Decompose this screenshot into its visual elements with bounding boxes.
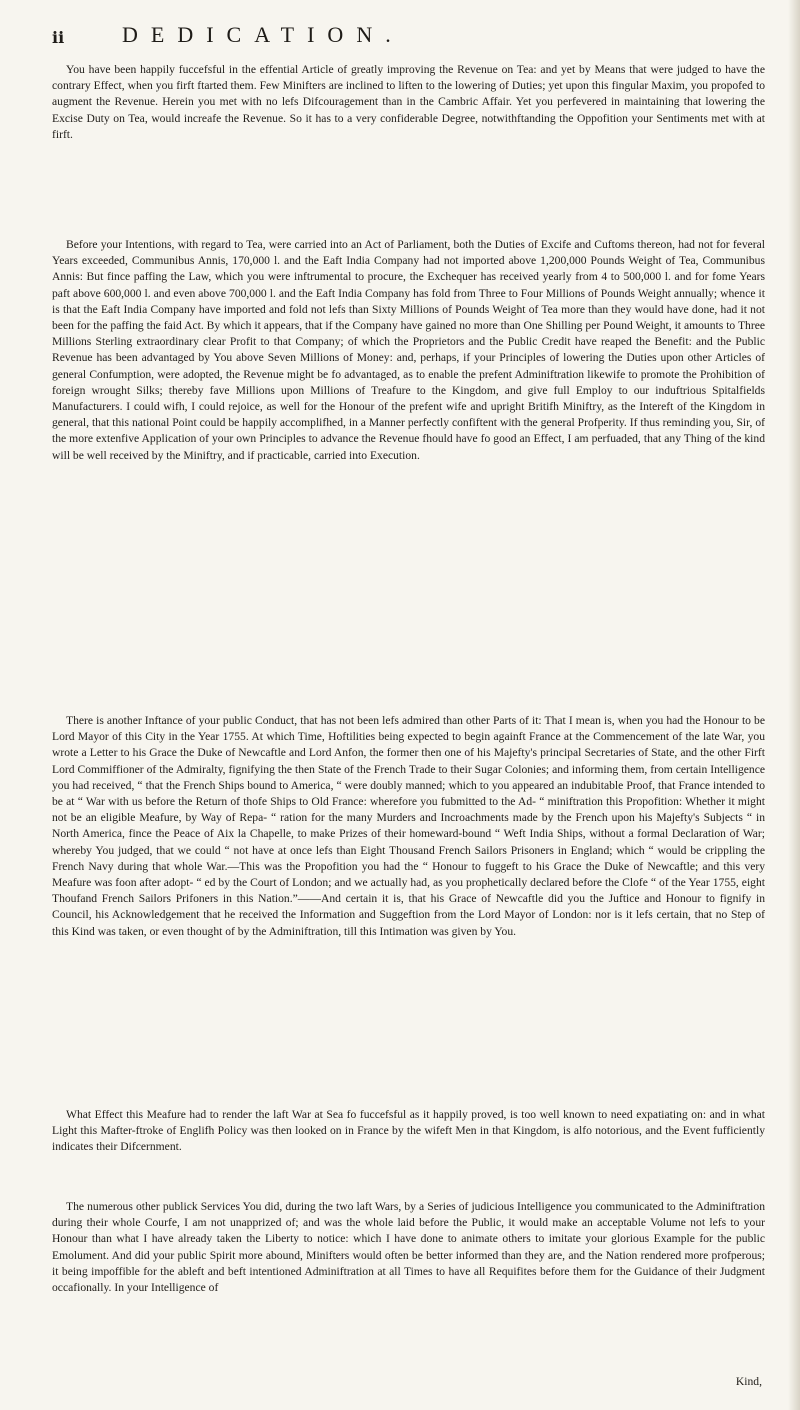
paragraph-text: Before your Intentions, with regard to Tea, were carried into an Act of Parliament, both the Duties of Excife and Cuftoms thereon, had not for feveral Years exceeded, Communibus Annis, 170,000 l. and the Eaft India Company had not imported above 1,200,000 Pounds Weight of Tea, Communibus Annis: But fince paffing the Law, which you were inftrumental to procure, the Exchequer has received yearly from 4 to 500,000 l. and for fome Years paft above 600,000 l. and even above 700,000 l. and the Eaft India Company has fold from Three to Four Millions of Pounds Weight annually; whence it is that the Eaft India Company have imported and fold not lefs than Sixty Millions of Pounds Weight of Tea more than they would have done, had it not been for the paffing the faid Act. By which it appears, that if the Company have gained no more than One Shilling per Pound Weight, it amounts to Three Millions Sterling extraordinary clear Profit to that Company; of which the Proprietors and the Public Credit have reaped the Benefit: and the Public Revenue has been advantaged by You above Seven Millions of Money: and, perhaps, if your Principles of lowering the Duties upon other Articles of general Confumption, were adopted, the Revenue might be fo advantaged, as to enable the prefent Adminiftration likewife to promote the Prohibition of foreign wrought Silks; thereby fave Millions upon Millions of Treafure to the Kingdom, and give full Employ to our induftrious Spitalfields Manufacturers. I could wifh, I could rejoice, as well for the Honour of the prefent wife and upright Britifh Miniftry, as the Intereft of the Kingdom in general, that this national Point could be happily accomplifhed, in a Manner perfectly confiftent with the general Profperity. If thus reminding you, Sir, of the more extenfive Application of your own Principles to advance the Revenue fhould have fo good an Effect, I am perfuaded, that any Thing of the kind will be well received by the Miniftry, and if practicable, carried into Execution. bbox=[52, 238, 765, 462]
page-edge-shadow bbox=[788, 0, 800, 1410]
paragraph-public-services bbox=[52, 1199, 765, 1296]
page-header bbox=[52, 22, 760, 56]
running-head: DEDICATION. bbox=[122, 22, 404, 47]
paragraph-text: You have been happily fuccefsful in the effential Article of greatly improving the Revenue on Tea: and yet by Means that were judged to have the contrary Effect, when you firft ftarted them. Few Minifters are inclined to liften to the lowering of Duties; yet upon this fingular Maxim, you propofed to augment the Revenue. Herein you met with no lefs Difcouragement than in the Cambric Affair. Yet you perfevered in maintaining that lowering the Excise Duty on Tea, would increafe the Revenue. So it has to a very confiderable Degree, notwithftanding the Oppofition your Sentiments met with at firft. bbox=[52, 63, 765, 141]
page-number: ii bbox=[52, 28, 65, 47]
paragraph-excise-customs bbox=[52, 237, 765, 464]
paragraph-text: The numerous other publick Services You did, during the two laft Wars, by a Series of judicious Intelligence you communicated to the Adminiftration during their whole Courfe, I am not unapprized of; and was the whole laid before the Public, it would make an acceptable Volume not lefs to your Honour than what I have already taken the Liberty to notice: which I have done to animate others to imitate your glorious Example for the public Emolument. And did your public Spirit more abound, Minifters would often be better informed than they are, and the Nation rendered more profperous; it being impoffible for the ableft and beft intentioned Adminiftration at all Times to have all Requifites before them for the Guidance of their Judgment occafionally. In your Intelligence of bbox=[52, 1200, 765, 1295]
paragraph-tea-revenue bbox=[52, 62, 765, 143]
paragraph-text: There is another Inftance of your public Conduct, that has not been lefs admired than other Parts of it: That I mean is, when you had the Honour to be Lord Mayor of this City in the Year 1755. At which Time, Hoftilities being expected to begin againft France at the Commencement of the late War, you wrote a Letter to his Grace the Duke of Newcaftle and Lord Anfon, the former then one of his Majefty's principal Secretaries of State, and the other Firft Lord Commiffioner of the Admiralty, fignifying the then State of the French Trade to their Sugar Colonies; and informing them, from certain Intelligence you had received, “ that the French Ships bound to America, “ were doubly manned; which to you appeared an indubitable Proof, that France intended to be at “ War with us before the Return of thofe Ships to Old France: wherefore you fubmitted to the Ad- “ miniftration this Propofition: Whether it might not be an eligible Meafure, by Way of Repa- “ ration for the many Murders and Incroachments made by the French upon his Majefty's Subjects “ in North America, fince the Peace of Aix la Chapelle, to make Prizes of their homeward-bound “ Weft India Ships, without a formal Declaration of War; whereby You judged, that we could “ not have at once lefs than Eight Thousand French Sailors Prisoners in England; which “ would be crippling the French Navy during that whole War.—This was the Propofition you had the “ Honour to fuggeft to his Grace the Duke of Newcaftle; and this very Meafure was foon after adopt- “ ed by the Court of London; and we actually had, as you prophetically declared before the Clofe “ of the Year 1755, eight Thoufand French Sailors Prifoners in this Nation.”——And certain it is, that his Grace of Newcaftle did you the Juftice and Honour to fignify in Council, his Acknowledgement that he received the Information and Suggeftion from the Lord Mayor of London: nor is it lefs certain, that no Step of this Kind was taken, or even thought of by the Adminiftration, till this Intimation was given by You. bbox=[52, 714, 765, 938]
paragraph-war-at-sea bbox=[52, 1107, 765, 1156]
paragraph-lord-mayor bbox=[52, 713, 765, 940]
catchword: Kind, bbox=[735, 1375, 762, 1388]
paragraph-text: What Effect this Meafure had to render the laft War at Sea fo fuccefsful as it happily proved, is too well known to need expatiating on: and in what Light this Mafter-ftroke of Englifh Policy was then looked on in France by the wifeft Men in that Kingdom, is alfo notorious, and the Event fufficiently indicates their Difcernment. bbox=[52, 1108, 765, 1154]
